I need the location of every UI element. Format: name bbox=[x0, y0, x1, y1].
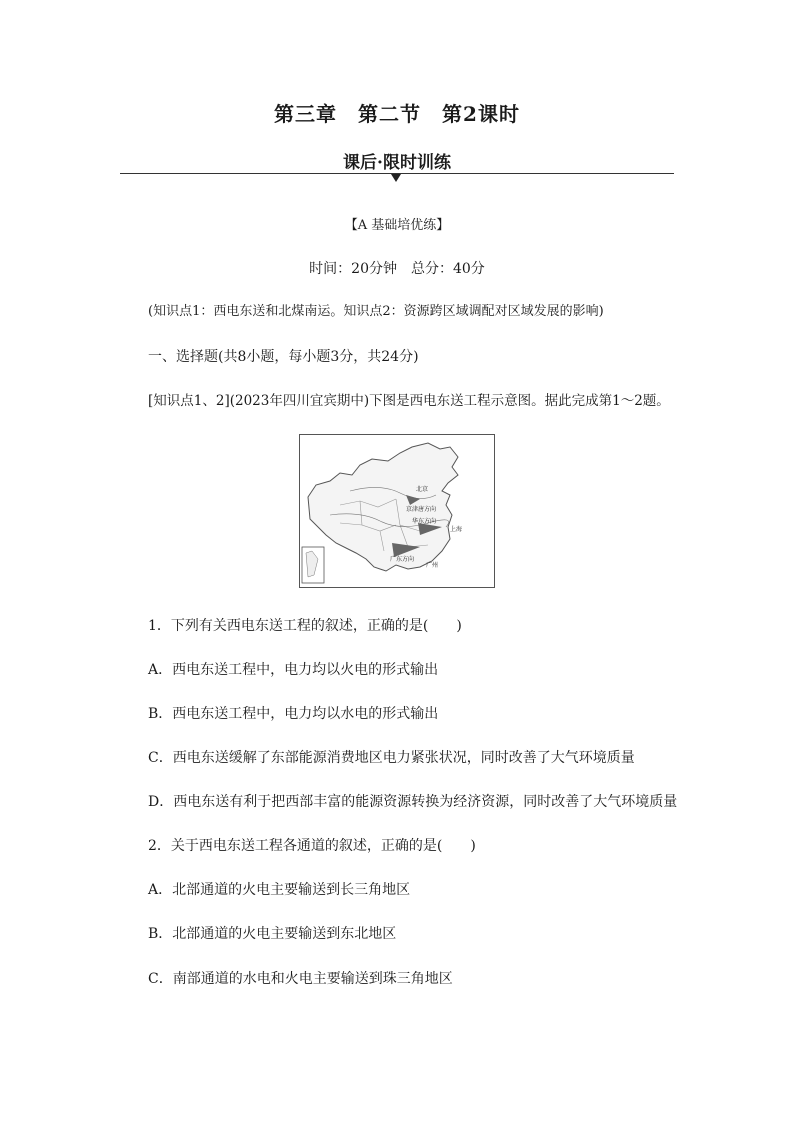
question-2-option-a: A．北部通道的火电主要输送到长三角地区 bbox=[148, 882, 411, 898]
page-title: 第三章 第二节 第2课时 bbox=[274, 102, 520, 126]
knowledge-note: (知识点1：西电东送和北煤南运。知识点2：资源跨区域调配对区域发展的影响) bbox=[148, 304, 604, 319]
question-1-option-a: A．西电东送工程中，电力均以火电的形式输出 bbox=[148, 662, 439, 678]
question-1-option-c: C．西电东送缓解了东部能源消费地区电力紧张状况，同时改善了大气环境质量 bbox=[148, 750, 635, 766]
china-map-figure bbox=[300, 435, 494, 587]
map-label-beijing: 北京 bbox=[416, 486, 429, 493]
part-title: 一、选择题(共8小题，每小题3分，共24分) bbox=[148, 349, 419, 365]
question-1-option-d: D．西电东送有利于把西部丰富的能源资源转换为经济资源，同时改善了大气环境质量 bbox=[148, 794, 678, 810]
map-label-huadong: 华东方向 bbox=[412, 518, 437, 525]
question-1-stem: 1．下列有关西电东送工程的叙述，正确的是( ) bbox=[148, 618, 462, 634]
map-label-jingjintang: 京津唐方向 bbox=[406, 506, 437, 513]
question-intro: [知识点1、2](2023年四川宜宾期中)下图是西电东送工程示意图。据此完成第1～2题。 bbox=[148, 393, 670, 409]
question-2-option-b: B．北部通道的火电主要输送到东北地区 bbox=[148, 926, 397, 942]
map-label-shanghai: 上海 bbox=[450, 526, 463, 533]
question-2-stem: 2．关于西电东送工程各通道的叙述，正确的是( ) bbox=[148, 838, 476, 854]
question-2-option-c: C．南部通道的水电和火电主要输送到珠三角地区 bbox=[148, 971, 453, 987]
map-label-guangzhou: 广州 bbox=[426, 562, 439, 569]
time-info: 时间：20分钟 总分：40分 bbox=[309, 261, 485, 277]
question-1-option-b: B．西电东送工程中，电力均以水电的形式输出 bbox=[148, 706, 439, 722]
west-east-power-map bbox=[299, 434, 495, 588]
page-subtitle: 课后·限时训练 bbox=[343, 153, 451, 173]
down-triangle-icon bbox=[391, 174, 401, 182]
map-label-guangdong: 广东方向 bbox=[390, 556, 415, 563]
section-heading: 【A 基础培优练】 bbox=[344, 218, 450, 233]
